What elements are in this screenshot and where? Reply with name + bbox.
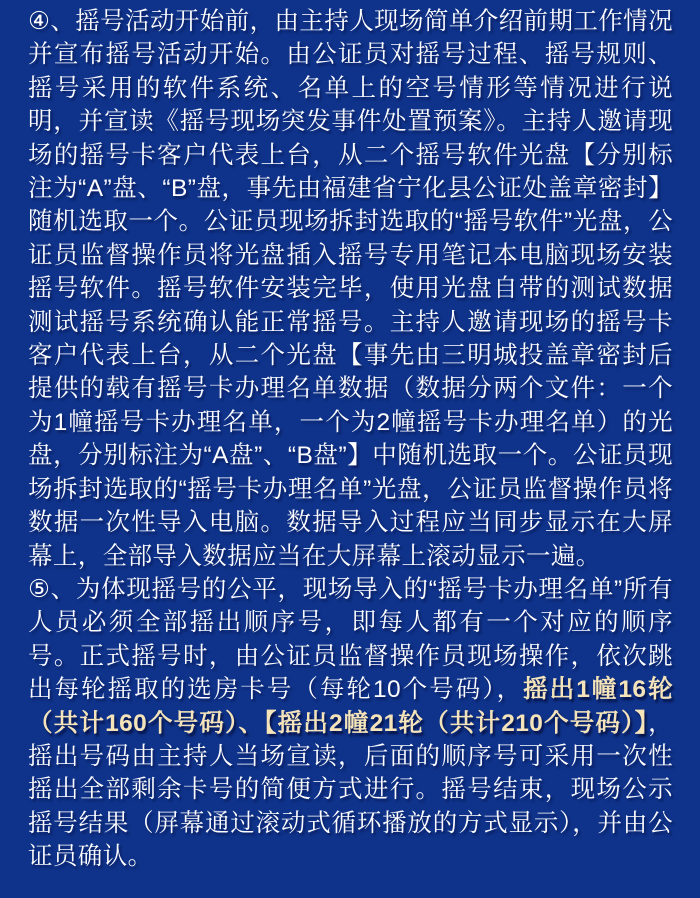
item5-highlighted-lottery-rounds-text: 摇出1幢16轮（共计160个号码）、【摇出2幢21轮（共计210个号码）】 xyxy=(28,676,673,737)
paragraph-item-5 xyxy=(28,573,673,874)
item5-text-before-highlight: ⑤、为体现摇号的公平，现场导入的“摇号卡办理名单”所有人员必须全部摇出顺序号，即每人都有一个对应的顺序号。正式摇号时，由公证员监督操作员现场操作，依次跳出每轮摇取的选房卡号（每轮10个号码）， xyxy=(28,575,673,704)
item5-text-after-highlight: ，摇出号码由主持人当场宣读，后面的顺序号可采用一次性摇出全部剩余卡号的简便方式进行。摇号结束，现场公示摇号结果（屏幕通过滚动式循环播放的方式显示），并由公证员确认。 xyxy=(28,709,673,871)
paragraph-item-4: ④、摇号活动开始前，由主持人现场简单介绍前期工作情况并宣布摇号活动开始。由公证员对摇号过程、摇号规则、摇号采用的软件系统、名单上的空号情形等情况进行说明，并宣读《摇号现场突发事件处置预案》。主持人邀请现场的摇号卡客户代表上台，从二个摇号软件光盘【分别标注为“A”盘、“B”盘，事先由福建省宁化县公证处盖章密封】随机选取一个。公证员现场拆封选取的“摇号软件”光盘，公证员监督操作员将光盘插入摇号专用笔记本电脑现场安装摇号软件。摇号软件安装完毕，使用光盘自带的测试数据测试摇号系统确认能正常摇号。主持人邀请现场的摇号卡客户代表上台，从二个光盘【事先由三明城投盖章密封后提供的载有摇号卡办理名单数据（数据分两个文件：一个为1幢摇号卡办理名单，一个为2幢摇号卡办理名单）的光盘，分别标注为“A盘”、“B盘”】中随机选取一个。公证员现场拆封选取的“摇号卡办理名单”光盘，公证员监督操作员将数据一次性导入电脑。数据导入过程应当同步显示在大屏幕上，全部导入数据应当在大屏幕上滚动显示一遍。 xyxy=(28,8,673,570)
